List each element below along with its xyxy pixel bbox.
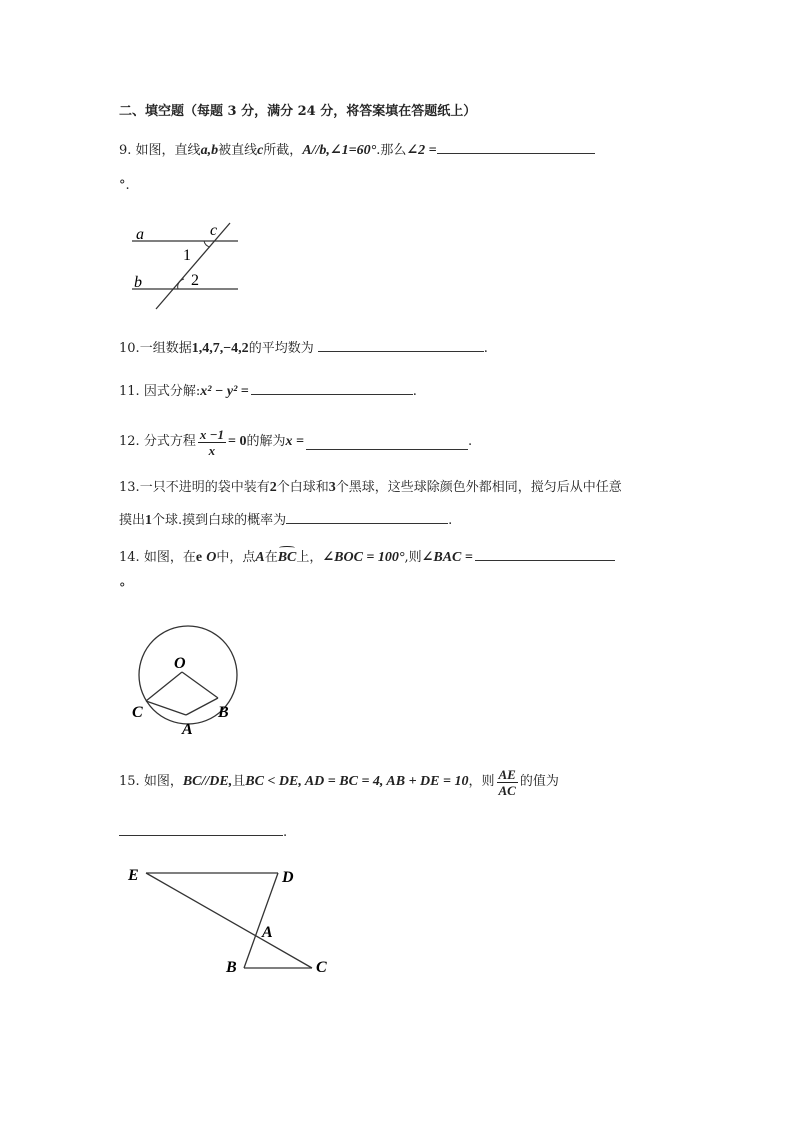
question-text: 个黑球，这些球除颜色外都相同，搅匀后从中任意 — [335, 480, 622, 495]
math-condition: BC < DE, AD = BC = 4, AB + DE = 10 — [245, 774, 469, 789]
math-var: A — [255, 550, 265, 565]
answer-blank[interactable] — [306, 435, 468, 450]
question-text: 的值为 — [519, 774, 559, 789]
question-15-answer — [119, 821, 287, 842]
label-b: B — [218, 704, 229, 721]
question-9 — [119, 139, 595, 160]
segment-oc — [146, 672, 182, 701]
question-text: 分式方程 — [143, 434, 196, 449]
question-number: 9. — [119, 143, 132, 158]
question-text: 中，点 — [216, 550, 256, 565]
segment-ab — [186, 698, 218, 715]
math-data: 1,4,7,−4,2 — [191, 341, 249, 356]
segment-ec — [146, 873, 312, 968]
label-a: A — [182, 721, 193, 738]
figure-parallel-lines — [126, 215, 246, 313]
math-var: x = — [285, 434, 304, 449]
math-arc: BC — [277, 550, 297, 565]
fraction-numerator: x −1 — [199, 426, 224, 442]
answer-blank[interactable] — [318, 337, 484, 352]
math-rhs: = 0 — [227, 434, 247, 449]
angle-2-arc — [178, 279, 184, 289]
end-mark: . — [448, 513, 453, 528]
question-text: 个球.摸到白球的概率为 — [152, 513, 287, 528]
figure-triangles — [124, 860, 338, 980]
label-b: b — [134, 274, 142, 291]
fraction-denominator: AC — [498, 782, 516, 798]
question-text: ，则 — [468, 774, 495, 789]
question-number: 11. — [119, 384, 140, 399]
math-expr: x² − y² = — [200, 384, 249, 399]
question-number: 15. — [119, 774, 140, 789]
math-condition: ∠BOC = 100° — [322, 550, 405, 565]
figure-circle — [128, 622, 248, 738]
question-text: 因式分解: — [143, 384, 201, 399]
question-number: 14. — [119, 550, 140, 565]
math-vars: a,b — [200, 143, 219, 158]
math-condition: A//b,∠1=60° — [302, 143, 377, 158]
fraction-denominator: x — [208, 442, 216, 458]
segment-db — [244, 873, 278, 968]
question-13-line-1 — [119, 479, 622, 497]
math-condition: BC//DE, — [182, 774, 233, 789]
end-mark: . — [283, 825, 288, 840]
question-11 — [119, 380, 417, 401]
question-number: 10. — [119, 341, 140, 356]
label-c: c — [210, 222, 218, 239]
answer-blank[interactable] — [119, 821, 283, 836]
answer-blank[interactable] — [437, 139, 595, 154]
answer-blank[interactable] — [286, 509, 448, 524]
line-c — [156, 223, 230, 309]
question-text: 所截， — [263, 143, 303, 158]
question-text: 一只不进明的袋中装有 — [139, 480, 270, 495]
question-text: 如图，直线 — [135, 143, 201, 158]
label-c: C — [132, 704, 143, 721]
answer-blank[interactable] — [475, 546, 615, 561]
question-text: 被直线 — [218, 143, 258, 158]
fraction — [497, 767, 518, 798]
segment-ob — [182, 672, 218, 698]
math-ask: ∠BAC = — [421, 550, 473, 565]
question-text: 一组数据 — [139, 341, 192, 356]
question-text: .那么 — [376, 143, 407, 158]
math-number: 2 — [269, 480, 277, 495]
label-b: B — [226, 959, 237, 976]
label-2: 2 — [191, 272, 199, 289]
math-ask: ∠2 = — [406, 143, 437, 158]
question-text: 在 — [264, 550, 278, 565]
question-14 — [119, 546, 615, 567]
unit-degree: °. — [119, 178, 130, 193]
question-12 — [119, 422, 472, 462]
fraction-numerator: AE — [498, 766, 516, 782]
end-mark: . — [483, 341, 488, 356]
question-text: 如图，在 — [143, 550, 196, 565]
question-text: ,则 — [404, 550, 422, 565]
question-10 — [119, 337, 488, 358]
answer-blank[interactable] — [251, 380, 413, 395]
label-a: A — [262, 924, 273, 941]
question-15 — [119, 762, 559, 802]
end-mark: . — [467, 434, 473, 449]
math-number: 3 — [328, 480, 336, 495]
question-text: 如图， — [143, 774, 183, 789]
label-a: a — [136, 226, 144, 243]
math-var: c — [257, 143, 264, 158]
question-text: 且 — [232, 774, 246, 789]
end-mark: . — [412, 384, 417, 399]
fraction — [198, 427, 226, 458]
question-text: 个白球和 — [276, 480, 329, 495]
math-var: O — [206, 550, 217, 565]
question-text: 的平均数为 — [248, 341, 314, 356]
unit-degree: ° — [119, 581, 126, 596]
question-number: 12. — [119, 434, 140, 449]
question-number: 13. — [119, 480, 140, 495]
label-o: O — [174, 655, 186, 672]
section-heading: 二、填空题（每题 3 分，满分 24 分，将答案填在答题纸上） — [119, 104, 477, 119]
question-text: 上， — [296, 550, 323, 565]
angle-1-arc — [204, 241, 210, 247]
circle-symbol: e — [195, 550, 203, 565]
math-number: 1 — [145, 513, 153, 528]
label-1: 1 — [183, 247, 191, 264]
label-d: D — [282, 869, 294, 886]
question-text: 的解为 — [246, 434, 286, 449]
label-e: E — [128, 867, 139, 884]
question-13-line-2 — [119, 509, 452, 530]
question-text: 摸出 — [119, 513, 146, 528]
label-c: C — [316, 959, 327, 976]
